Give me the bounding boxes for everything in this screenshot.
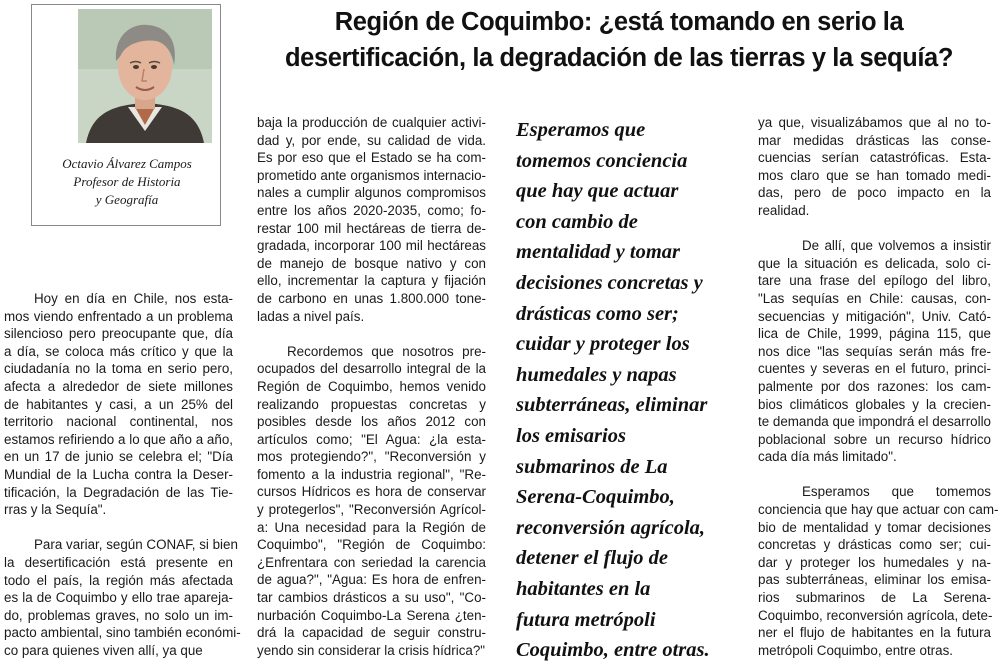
text-line: a: Una necesidad para la Región de xyxy=(257,519,486,535)
text-line: gradada, incorporar 100 mil hectáreas xyxy=(257,238,486,254)
text-line: ner el flujo de habitantes en la futura xyxy=(758,625,991,641)
text-line: Coquimbo", "Región de Coquimbo: xyxy=(257,537,486,553)
author-portrait-image xyxy=(78,9,212,143)
text-line: de manejo de bosque nativo y con xyxy=(257,255,486,271)
text-line: que la situación es delicada, solo ci- xyxy=(758,255,991,271)
text-line: cada día más limitado". xyxy=(758,449,897,465)
author-photo xyxy=(78,9,212,143)
text-line: nos dice "las sequías serán más fre- xyxy=(758,343,991,359)
text-line: todo el país, la región más afectada xyxy=(4,572,233,588)
text-line: mar medidas drásticas las conse- xyxy=(758,132,991,148)
text-line: realidad. xyxy=(758,202,810,218)
pull-quote-line: habitantes en la xyxy=(516,577,651,600)
text-line: Mundial de la Lucha contra la Deser- xyxy=(4,466,233,482)
text-line: cuencias serían catastróficas. Esta- xyxy=(758,150,991,166)
text-line: Recordemos que nosotros pre- xyxy=(287,343,486,359)
pull-quote-line: los emisarios xyxy=(516,424,626,447)
text-line: De allí, que volvemos a insistir xyxy=(802,238,991,254)
text-line: de habitantes y casi, a un 25% del xyxy=(4,396,233,412)
text-line: te demanda que impondrá el desarrollo xyxy=(758,414,991,430)
text-line: ciudadanía no la toma en serio pero, xyxy=(4,361,233,377)
text-line: en un 17 de junio se celebra el; "Día xyxy=(4,449,233,465)
text-line: ocupados del desarrollo integral de la xyxy=(257,361,486,377)
text-line: dad y, por ende, su calidad de vida. xyxy=(257,132,486,148)
text-line: cuentes y severas en el futuro, princi- xyxy=(758,361,991,377)
pull-quote-line: futura metrópoli xyxy=(516,608,656,631)
text-line: Región de Coquimbo, hemos venido xyxy=(257,378,486,394)
pull-quote-line: detener el flujo de xyxy=(516,547,669,570)
text-line: cursos Hídricos es hora de conservar xyxy=(257,484,486,500)
text-line: Hoy en día en Chile, nos esta- xyxy=(34,291,233,306)
text-line: co para quienes viven allí, ya que xyxy=(4,642,203,658)
text-line: ello, incrementar la captura y fijación xyxy=(257,273,486,289)
author-name: Octavio Álvarez Campos xyxy=(62,156,192,171)
author-role: Profesor de Historia xyxy=(73,174,181,189)
text-line: ya que, visualizábamos que al no to- xyxy=(758,115,991,130)
text-line: do, problemas graves, no solo un im- xyxy=(4,607,233,623)
text-line: de carbono en unas 1.800.000 tone- xyxy=(257,290,486,306)
text-line: metrópoli Coquimbo, entre otras. xyxy=(758,642,954,658)
text-line: entre los años 2020-2035, como; fo- xyxy=(257,202,486,218)
text-line: ladas a nivel país. xyxy=(257,308,365,324)
headline-line: Región de Coquimbo: ¿está tomando en serio la xyxy=(334,8,904,36)
pull-quote-line: Esperamos que xyxy=(516,119,646,141)
pull-quote-line: humedales y napas xyxy=(516,363,677,386)
paragraph-break xyxy=(758,220,991,238)
text-line: yendo sin considerar la crisis hídrica?" xyxy=(257,642,486,658)
pull-quote-line: reconversión agrícola, xyxy=(516,516,706,539)
text-line: rras y la Sequía". xyxy=(4,502,107,518)
article-column-1 xyxy=(4,290,241,659)
text-line: tare una frase del epílogo del libro, xyxy=(758,273,991,289)
text-line: dar y proteger los humedales y na- xyxy=(758,554,991,570)
text-line: silencioso pero preocupante que, día xyxy=(4,326,233,342)
text-line: Esperamos que tomemos xyxy=(802,484,991,500)
article-column-2 xyxy=(257,114,486,659)
text-line: das, pero de poco impacto en la xyxy=(758,185,991,201)
text-line: es la de Coquimbo y ello trae apareja- xyxy=(4,590,233,606)
text-line: artículos como; "El Agua: ¿la esta- xyxy=(257,431,486,447)
text-line: bio de mentalidad y tomar decisiones xyxy=(758,519,991,535)
author-caption xyxy=(52,155,202,209)
paragraph-break xyxy=(4,519,233,537)
text-line: mos viendo enfrentado a un problema xyxy=(4,308,233,324)
text-line: posibles desde los años 2012 con xyxy=(257,414,486,430)
text-line: concretas y drásticas como ser; cui- xyxy=(758,537,991,553)
pull-quote-line: que hay que actuar xyxy=(516,180,679,203)
text-line: estamos refiriendo a lo que año a año, xyxy=(4,431,233,447)
text-line: fomento a la industria regional", "Re- xyxy=(257,466,486,482)
text-line: afecta a alrededor de siete millones xyxy=(4,378,233,394)
text-line: nales a cumplir algunos compromisos xyxy=(257,185,486,201)
text-line: secuencias y mitigación", Univ. Cató- xyxy=(758,308,991,324)
text-line: baja la producción de cualquier activi- xyxy=(257,115,486,130)
text-line: pacto ambiental, sino también económi- xyxy=(4,625,241,641)
text-line: drá la capacidad de seguir constru- xyxy=(257,625,486,641)
pull-quote-line: decisiones concretas y xyxy=(516,271,703,294)
article-column-4 xyxy=(758,114,999,659)
text-line: Es por eso que el Estado se ha com- xyxy=(257,150,486,166)
text-line: restar 100 mil hectáreas de tierra de- xyxy=(257,220,486,236)
text-line: Para variar, según CONAF, si bien xyxy=(34,537,238,553)
text-line: rios submarinos de La Serena- xyxy=(758,590,991,606)
text-line: tar cambios drásticos a su uso", "Co- xyxy=(257,590,486,606)
text-line: nurbación Coquimbo-La Serena ¿ten- xyxy=(257,607,486,623)
headline-line: desertificación, la degradación de las tierras y la sequía? xyxy=(284,44,953,72)
text-line: realizando propuestas concretas y xyxy=(257,396,486,412)
text-line: tificación, la Degradación de las Tie- xyxy=(4,484,233,500)
text-line: pas subterráneas, eliminar los emisa- xyxy=(758,572,991,588)
article-headline xyxy=(240,4,998,76)
text-line: "Las sequías en Chile: causas, con- xyxy=(758,290,991,306)
pull-quote-line: Serena-Coquimbo, xyxy=(516,486,675,509)
pull-quote-line: Coquimbo, entre otras. xyxy=(516,639,710,662)
text-line: ¿Enfrentara con seriedad la carencia xyxy=(257,554,486,570)
pull-quote xyxy=(516,115,742,666)
text-line: poblacional sobre un recurso hídrico xyxy=(758,431,991,447)
text-line: lica de Chile, 1999, página 115, que xyxy=(758,326,991,342)
text-line: mos claro que se han tomado medi- xyxy=(758,167,991,183)
author-box xyxy=(31,4,221,226)
pull-quote-line: drásticas como ser; xyxy=(516,302,679,325)
pull-quote-line: submarinos de La xyxy=(516,455,668,478)
text-line: a día, se coloca más crítico y que la xyxy=(4,343,233,359)
text-line: palmente por dos razones: los cam- xyxy=(758,378,991,394)
pull-quote-line: subterráneas, eliminar xyxy=(516,394,708,417)
pull-quote-line: tomemos conciencia xyxy=(516,149,688,172)
text-line: de agua?", "Agua: Es hora de enfren- xyxy=(257,572,486,588)
text-line: la desertificación está presente en xyxy=(4,554,233,570)
paragraph-break xyxy=(257,325,486,343)
text-line: conciencia que hay que actuar con cam- xyxy=(758,502,999,518)
text-line: bios climáticos globales y la crecien- xyxy=(758,396,991,412)
paragraph-break xyxy=(758,466,991,484)
text-line: territorio nacional continental, nos xyxy=(4,414,233,430)
pull-quote-line: mentalidad y tomar xyxy=(516,241,680,264)
author-role-cont: y Geografía xyxy=(95,192,159,207)
text-line: prometido ante organismos internacio- xyxy=(257,167,486,183)
pull-quote-line: cuidar y proteger los xyxy=(516,333,690,356)
pull-quote-line: con cambio de xyxy=(516,210,638,233)
text-line: Coquimbo, reconversión agrícola, dete- xyxy=(758,607,993,623)
text-line: y protegerlos", "Reconversión Agrícol- xyxy=(257,502,486,518)
text-line: mos protegiendo?", "Reconversión y xyxy=(257,449,486,465)
